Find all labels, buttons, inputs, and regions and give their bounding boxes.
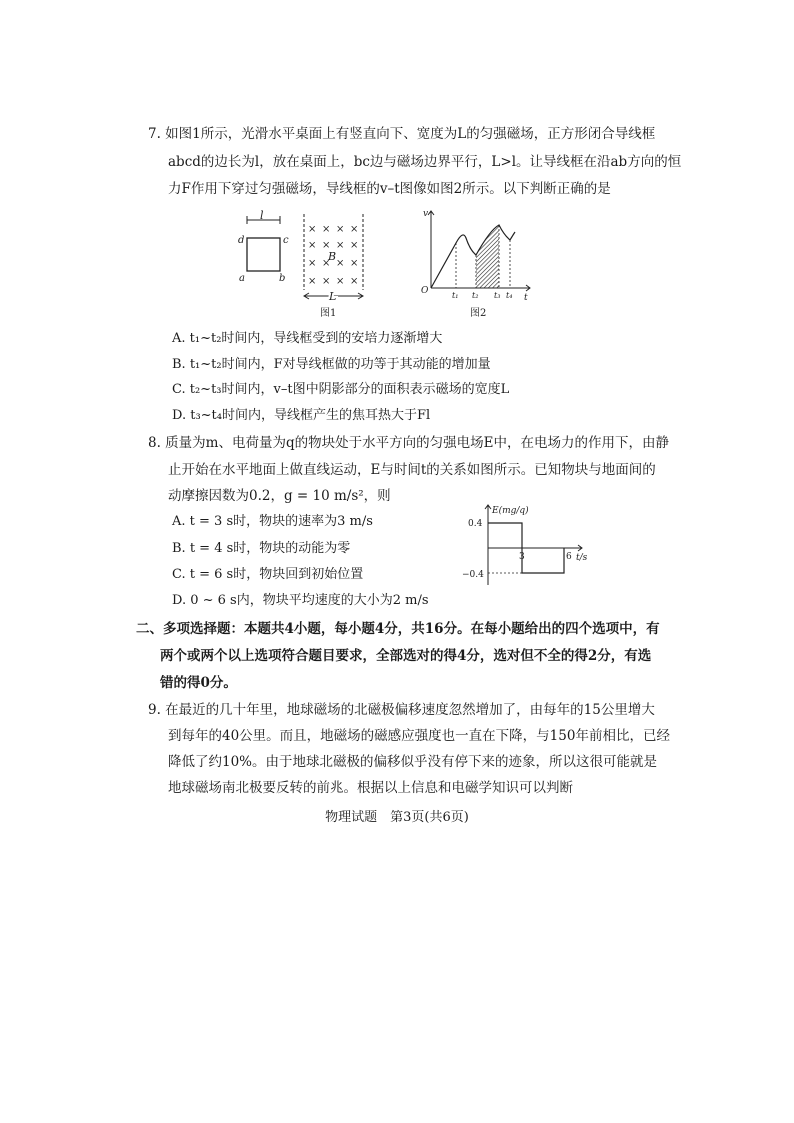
svg-text:×: ×: [322, 224, 331, 235]
fig2-v-axis: v: [423, 209, 429, 219]
svg-text:×: ×: [322, 258, 331, 269]
q9-line-3: 降低了约10%。由于地球北磁极的偏移似乎没有停下来的迹象，所以这很可能就是: [168, 754, 658, 770]
fig1-caption: 图1: [320, 308, 337, 319]
fig2-t4: t₄: [506, 291, 513, 300]
svg-text:×: ×: [336, 224, 345, 235]
q8-option-b: B. t = 4 s时，物块的动能为零: [172, 541, 351, 556]
vt-curve: [431, 225, 515, 288]
q8-line-3: 动摩擦因数为0.2，g = 10 m/s²，则: [168, 488, 391, 504]
svg-text:×: ×: [308, 276, 317, 287]
q8-x6: 6: [566, 552, 572, 562]
q9-line-2: 到每年的40公里。而且，地磁场的磁感应强度也一直在下降，与150年前相比，已经: [168, 728, 670, 744]
q7-figure-2: [418, 205, 538, 320]
q8-y-pos: 0.4: [468, 519, 483, 529]
q8-x3: 3: [519, 552, 525, 562]
svg-text:×: ×: [336, 276, 345, 287]
q8-option-d: D. 0 ~ 6 s内，物块平均速度的大小为2 m/s: [172, 593, 429, 608]
page-footer: 物理试题 第3页(共6页): [325, 810, 469, 825]
q7-figure-1: [230, 210, 380, 320]
svg-text:×: ×: [308, 258, 317, 269]
fig1-width-label: L: [329, 290, 337, 303]
q8-line-2: 止开始在水平地面上做直线运动，E与时间t的关系如图所示。已知物块与地面间的: [168, 462, 656, 478]
svg-text:×: ×: [350, 276, 359, 287]
q7-line-3: 力F作用下穿过匀强磁场，导线框的v–t图像如图2所示。以下判断正确的是: [168, 181, 611, 197]
q8-line-1: 8. 质量为m、电荷量为q的物块处于水平方向的匀强电场E中，在电场力的作用下，由静: [148, 435, 669, 451]
q7-option-b: B. t₁~t₂时间内，F对导线框做的功等于其动能的增加量: [172, 357, 491, 372]
q8-y-label: E(mg/q): [492, 506, 529, 516]
svg-text:×: ×: [350, 224, 359, 235]
q7-option-c: C. t₂~t₃时间内，v–t图中阴影部分的面积表示磁场的宽度L: [172, 382, 510, 397]
fig2-origin: O: [421, 286, 429, 296]
wire-loop: [247, 238, 280, 271]
q8-x-label: t/s: [576, 553, 588, 563]
q8-e-t-graph: [462, 500, 602, 590]
q7-option-d: D. t₃~t₄时间内，导线框产生的焦耳热大于Fl: [172, 408, 431, 423]
svg-text:×: ×: [322, 276, 331, 287]
corner-b: b: [279, 273, 286, 284]
svg-text:×: ×: [350, 240, 359, 251]
corner-c: c: [283, 235, 289, 246]
q8-y-neg: −0.4: [462, 570, 484, 580]
q9-line-4: 地球磁场南北极要反转的前兆。根据以上信息和电磁学知识可以判断: [168, 780, 573, 796]
field-label: B: [328, 250, 337, 263]
fig2-t2: t₂: [472, 291, 479, 300]
svg-text:×: ×: [308, 240, 317, 251]
svg-text:×: ×: [336, 258, 345, 269]
q9-line-1: 9. 在最近的几十年里，地球磁场的北磁极偏移速度忽然增加了，由每年的15公里增大: [148, 702, 655, 718]
svg-text:×: ×: [350, 258, 359, 269]
fig1-side-label: l: [260, 210, 264, 222]
corner-d: d: [238, 235, 245, 246]
fig2-t-axis: t: [524, 293, 528, 303]
q8-option-c: C. t = 6 s时，物块回到初始位置: [172, 567, 364, 582]
q8-option-a: A. t = 3 s时，物块的速率为3 m/s: [172, 514, 373, 529]
section-2-line-3: 错的得0分。: [160, 675, 237, 691]
q7-line-1: 7. 如图1所示，光滑水平桌面上有竖直向下、宽度为L的匀强磁场，正方形闭合导线框: [148, 126, 656, 142]
svg-text:×: ×: [308, 224, 317, 235]
svg-text:×: ×: [322, 240, 331, 251]
q8-e-curve: [488, 523, 522, 548]
q7-line-2: abcd的边长为l，放在桌面上，bc边与磁场边界平行，L>l。让导线框在沿ab方向的恒: [168, 154, 682, 170]
q7-option-a: A. t₁~t₂时间内，导线框受到的安培力逐渐增大: [172, 331, 443, 346]
fig2-caption: 图2: [470, 308, 487, 319]
section-2-line-2: 两个或两个以上选项符合题目要求，全部选对的得4分，选对但不全的得2分，有选: [160, 648, 652, 664]
svg-text:×: ×: [336, 240, 345, 251]
shaded-area: [476, 225, 499, 288]
section-2-line-1: 二、多项选择题：本题共4小题，每小题4分，共16分。在每小题给出的四个选项中，有: [136, 621, 660, 637]
corner-a: a: [239, 273, 245, 284]
fig2-t3: t₃: [494, 291, 501, 300]
fig2-t1: t₁: [452, 291, 459, 300]
